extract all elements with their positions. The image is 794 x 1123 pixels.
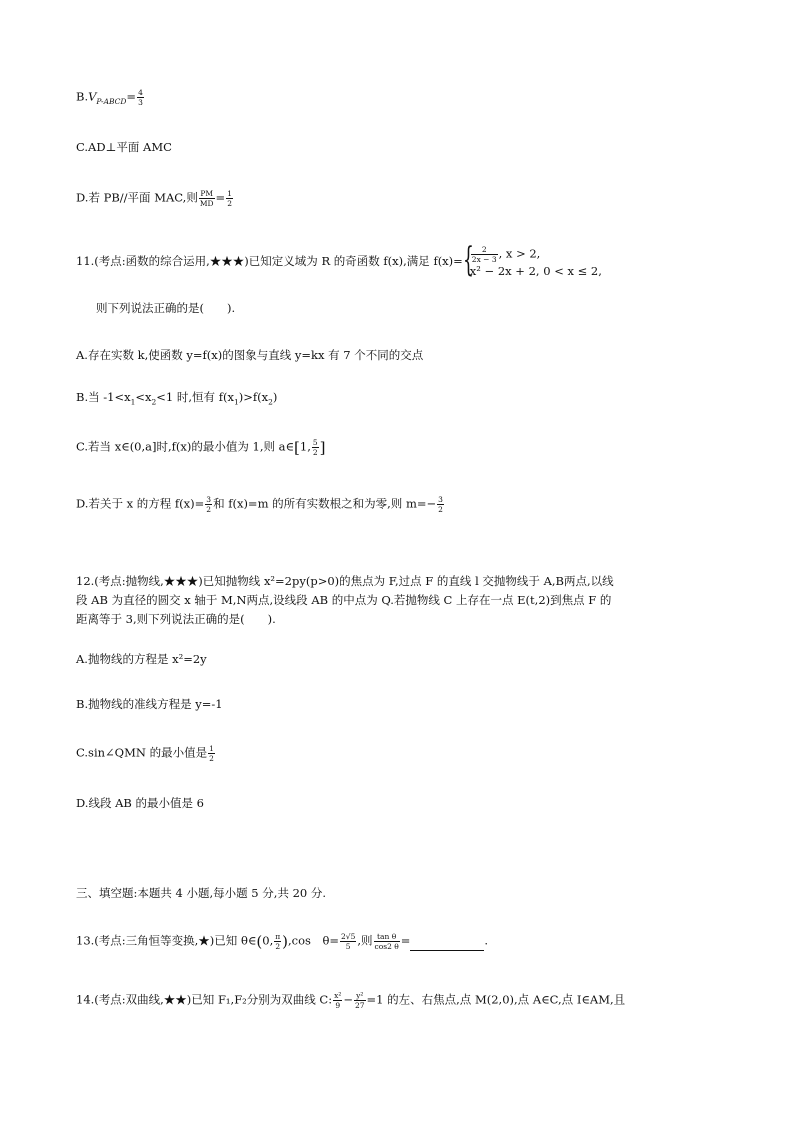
q11-option-b — [76, 389, 277, 410]
q11-stem — [76, 240, 602, 280]
denominator: MD — [199, 199, 214, 208]
text: . — [484, 933, 489, 948]
left-brace: { — [462, 240, 474, 280]
q11-option-c — [76, 438, 326, 457]
denominator: 2 — [209, 754, 214, 763]
q12-stem-line-1: 12.(考点:抛物线,★★★)已知抛物线 x²=2py(p>0)的焦点为 F,过点 F 的直线 l 交抛物线于 A,B两点,以线 — [76, 574, 614, 588]
numerator: π — [275, 932, 281, 941]
text: ,则 — [357, 933, 373, 948]
text: ) — [272, 390, 278, 404]
denominator: 2 — [206, 505, 212, 514]
minus: − — [343, 992, 353, 1007]
numerator: 5 — [312, 438, 318, 447]
ratio-fraction — [199, 189, 215, 208]
denominator: cos2 θ — [374, 942, 399, 951]
value-fraction — [226, 189, 233, 208]
text: C.若当 x∈(0,a]时,f(x)的最小值为 1,则 a∈ — [76, 439, 295, 454]
numerator: 4 — [138, 88, 143, 97]
fraction — [437, 495, 444, 514]
text: <1 时,恒有 f(x — [156, 390, 234, 404]
case-1 — [470, 245, 602, 264]
equals: = — [400, 933, 411, 948]
fraction — [205, 495, 212, 514]
q13-stem — [76, 932, 488, 951]
q12-option-a: A.抛物线的方程是 x²=2y — [76, 652, 207, 666]
fraction — [374, 932, 400, 951]
q10-option-b — [76, 88, 145, 110]
denominator: 3 — [138, 98, 143, 107]
numerator: 1 — [227, 189, 232, 198]
text: <x — [135, 390, 152, 404]
fraction — [471, 245, 498, 264]
text: 和 f(x)=m 的所有实数根之和为零,则 m=− — [213, 496, 437, 511]
numerator: 1 — [209, 744, 214, 753]
fraction — [137, 88, 144, 107]
text: ,cos θ= — [288, 933, 340, 948]
volume-symbol: V — [88, 89, 97, 104]
stem-text: 11.(考点:函数的综合运用,★★★)已知定义域为 R 的奇函数 f(x),满足 f(x)= — [76, 254, 463, 268]
q12-option-c — [76, 744, 216, 763]
numerator: y² — [354, 991, 366, 1001]
denominator: 2 — [227, 199, 232, 208]
right-bracket: ] — [319, 438, 326, 457]
text: 13.(考点:三角恒等变换,★)已知 θ∈ — [76, 933, 257, 948]
denominator: 5 — [345, 942, 351, 951]
piecewise-function — [462, 240, 602, 280]
interval-left: 0, — [262, 933, 274, 948]
text: 14.(考点:双曲线,★★)已知 F₁,F₂分别为双曲线 C: — [76, 992, 333, 1007]
section-heading: 三、填空题:本题共 4 小题,每小题 5 分,共 20 分. — [76, 886, 327, 900]
q14-stem — [76, 991, 625, 1010]
q12-option-d: D.线段 AB 的最小值是 6 — [76, 796, 205, 810]
q12-option-b: B.抛物线的准线方程是 y=-1 — [76, 697, 223, 711]
q12-stem-line-2: 段 AB 为直径的圆交 x 轴于 M,N两点,设线段 AB 的中点为 Q.若抛物线 C 上存在一点 E(t,2)到焦点 F 的 — [76, 593, 612, 607]
equals: = — [215, 190, 226, 205]
denominator: 2 — [312, 448, 318, 457]
denominator: 2 — [438, 505, 443, 514]
numerator: x² — [334, 991, 342, 1000]
subscript: 2 — [151, 397, 157, 407]
denominator: 27 — [355, 1001, 365, 1010]
q11-stem-continuation: 则下列说法正确的是( ). — [96, 301, 236, 315]
right-paren: ) — [282, 932, 289, 951]
equals: = — [126, 89, 137, 104]
q11-option-a: A.存在实数 k,使函数 y=f(x)的图象与直线 y=kx 有 7 个不同的交点 — [76, 348, 424, 362]
fraction — [354, 991, 366, 1010]
q12-stem-line-3: 距离等于 3,则下列说法正确的是( ). — [76, 612, 276, 626]
q10-option-c: C.AD⊥平面 AMC — [76, 140, 172, 154]
q10-option-d — [76, 189, 234, 208]
fraction — [208, 744, 215, 763]
text: B.当 -1<x — [76, 390, 131, 404]
numerator: tan θ — [374, 932, 400, 942]
q11-option-d — [76, 495, 445, 514]
subscript: 2 — [268, 397, 273, 407]
fraction — [312, 438, 319, 457]
numerator: 2 — [471, 245, 498, 255]
denominator: 2x − 3 — [471, 255, 497, 264]
fraction — [340, 932, 356, 951]
option-label: B. — [76, 89, 89, 104]
option-text: D.若 PB//平面 MAC,则 — [76, 190, 198, 205]
text: C.sin∠QMN 的最小值是 — [76, 745, 208, 760]
case-2: x² − 2x + 2, 0 < x ≤ 2, — [469, 264, 602, 278]
answer-blank[interactable] — [410, 939, 484, 951]
numerator: 2√5 — [341, 932, 356, 941]
left-paren: ( — [256, 932, 263, 951]
subscript: 1 — [130, 397, 136, 407]
text: =1 的左、右焦点,点 M(2,0),点 A∈C,点 I∈AM,且 — [366, 992, 626, 1007]
denominator: 2 — [275, 942, 281, 951]
subscript: 1 — [233, 397, 239, 407]
left-bracket: [ — [294, 438, 300, 457]
text: D.若关于 x 的方程 f(x)= — [76, 496, 205, 511]
numerator: PM — [200, 189, 214, 198]
text: )>f(x — [238, 390, 269, 404]
denominator: 9 — [335, 1001, 341, 1010]
numerator: 3 — [438, 495, 443, 504]
case-1-condition: , x > 2, — [498, 246, 541, 261]
fraction — [333, 991, 342, 1010]
volume-subscript: P-ABCD — [96, 96, 127, 106]
numerator: 3 — [206, 495, 212, 504]
fraction — [274, 932, 281, 951]
interval-left: 1, — [299, 439, 311, 454]
